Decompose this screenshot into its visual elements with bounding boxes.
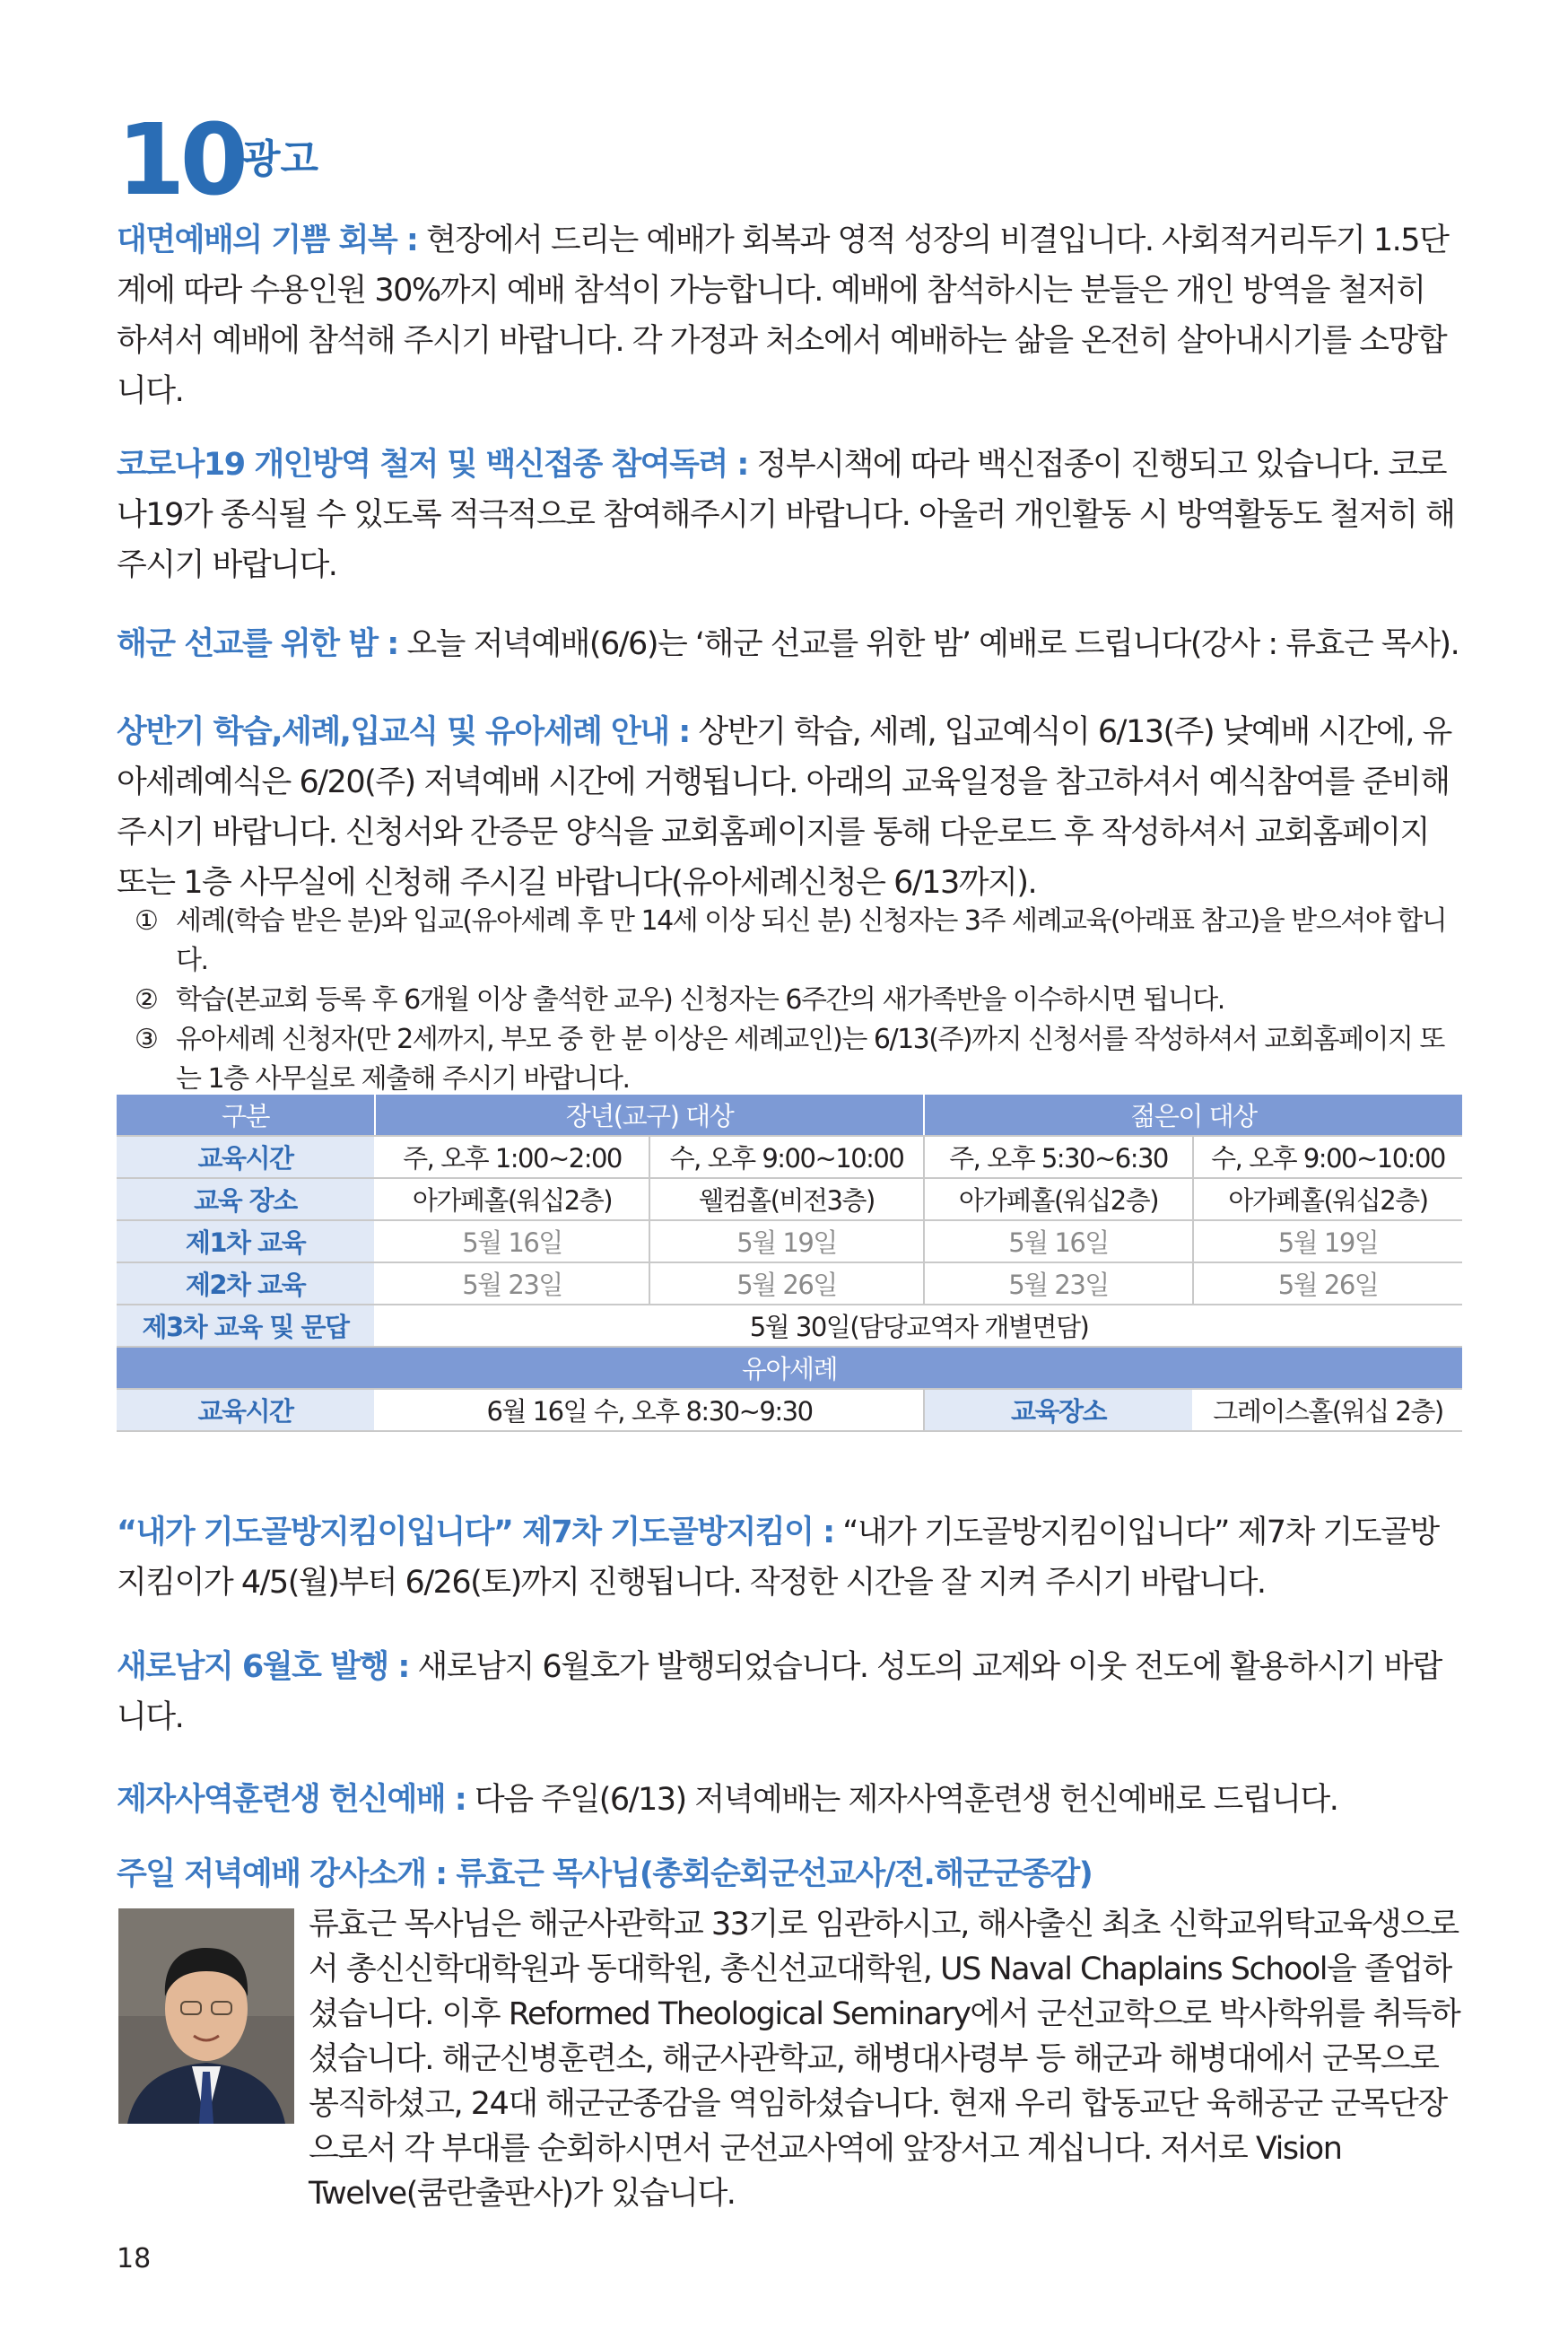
announcement-baptism-guide xyxy=(117,707,1462,908)
table-cell: 5월 16일 xyxy=(924,1220,1193,1262)
announcement-title: 상반기 학습,세례,입교식 및 유아세례 안내 : xyxy=(117,714,690,750)
row-label: 교육시간 xyxy=(117,1136,375,1178)
speaker-photo xyxy=(118,1908,294,2124)
table-cell: 수, 오후 9:00~10:00 xyxy=(649,1136,924,1178)
announcement-body: 다음 주일(6/13) 저녁예배는 제자사역훈련생 헌신예배로 드립니다. xyxy=(466,1782,1338,1818)
header-cell-adult: 장년(교구) 대상 xyxy=(375,1095,924,1136)
announcement-title: 코로나19 개인방역 철저 및 백신접종 참여독려 : xyxy=(117,447,748,483)
infant-baptism-section: 유아세례 xyxy=(117,1347,1462,1389)
announcement-disciple-worship xyxy=(117,1775,1462,1825)
table-row xyxy=(117,1220,1462,1262)
table-row xyxy=(117,1305,1462,1347)
table-row xyxy=(117,1389,1462,1431)
table-cell: 5월 26일 xyxy=(649,1262,924,1305)
row-label: 교육시간 xyxy=(117,1389,375,1431)
announcement-worship-recovery xyxy=(117,215,1462,416)
announcement-prayer-keeper xyxy=(117,1507,1462,1608)
table-section-row xyxy=(117,1347,1462,1389)
table-cell: 주, 오후 1:00~2:00 xyxy=(375,1136,649,1178)
table-cell: 아가페홀(워십2층) xyxy=(1193,1178,1462,1220)
announcement-title: 해군 선교를 위한 밤 : xyxy=(117,626,398,662)
note-item xyxy=(135,1020,1462,1099)
announcement-body: 오늘 저녁예배(6/6)는 ‘해군 선교를 위한 밤’ 예배로 드립니다(강사 : 류효근 목사). xyxy=(397,626,1459,662)
table-cell: 주, 오후 5:30~6:30 xyxy=(924,1136,1193,1178)
table-cell: 5월 23일 xyxy=(924,1262,1193,1305)
table-cell: 5월 30일(담당교역자 개별면담) xyxy=(375,1305,1462,1347)
note-text: 유아세례 신청자(만 2세까지, 부모 중 한 분 이상은 세례교인)는 6/13(주)까지 신청서를 작성하셔서 교회홈페이지 또는 1층 사무실로 제출해 주시기 바랍니다. xyxy=(176,1024,1444,1095)
table-header-row xyxy=(117,1095,1462,1136)
header-cell-category: 구분 xyxy=(117,1095,375,1136)
note-item xyxy=(135,981,1462,1020)
note-marker: ③ xyxy=(135,1024,158,1055)
note-item xyxy=(135,902,1462,981)
table-cell: 5월 19일 xyxy=(649,1220,924,1262)
note-marker: ② xyxy=(135,984,158,1016)
education-schedule-table xyxy=(117,1095,1462,1432)
row-label: 제1차 교육 xyxy=(117,1220,375,1262)
speaker-bio: 류효근 목사님은 해군사관학교 33기로 임관하시고, 해사출신 최초 신학교위탁교육생으로서 총신신학대학원과 동대학원, 총신선교대학원, US Naval Chaplains School을 졸업하셨습니다. 이후 Reformed Theological Seminary에서 군선교학으로 박사학위를 취득하셨습니다. 해군신병훈련소, 해군사관학교, 해병대사령부 등 해군과 해병대에서 군목으로 봉직하셨고, 24대 해군군종감을 역임하셨습니다. 현재 우리 합동교단 육해공군 군목단장으로서 각 부대를 순회하시면서 군선교사역에 앞장서고 계십니다. 저서로 Vision Twelve(쿰란출판사)가 있습니다. xyxy=(309,1907,1460,2212)
note-text: 학습(본교회 등록 후 6개월 이상 출석한 교우) 신청자는 6주간의 새가족반을 이수하시면 됩니다. xyxy=(176,984,1224,1016)
note-text: 세례(학습 받은 분)와 입교(유아세례 후 만 14세 이상 되신 분) 신청자는 3주 세례교육(아래표 참고)을 받으셔야 합니다. xyxy=(176,905,1447,976)
row-label: 교육장소 xyxy=(924,1389,1193,1431)
baptism-notes xyxy=(135,902,1462,1099)
announcement-body: 상반기 학습, 세례, 입교예식이 6/13(주) 낮예배 시간에, 유아세례예식은 6/20(주) 저녁예배 시간에 거행됩니다. 아래의 교육일정을 참고하셔서 예식참여를 준비해 주시기 바랍니다. 신청서와 간증문 양식을 교회홈페이지를 통해 다운로드 후 작성하셔서 교회홈페이지 또는 1층 사무실에 신청해 주시길 바랍니다(유아세례신청은 6/13까지). xyxy=(117,714,1451,901)
portrait-image xyxy=(118,1908,294,2124)
announcement-body: 새로남지 6월호가 발행되었습니다. 성도의 교제와 이웃 전도에 활용하시기 바랍니다. xyxy=(117,1649,1442,1735)
speaker-title: 주일 저녁예배 강사소개 : 류효근 목사님(총회순회군선교사/전.해군군종감) xyxy=(117,1856,1093,1892)
table-row xyxy=(117,1178,1462,1220)
announcement-body: 정부시책에 따라 백신접종이 진행되고 있습니다. 코로나19가 종식될 수 있도록 적극적으로 참여해주시기 바랍니다. 아울러 개인활동 시 방역활동도 철저히 해주시기 바랍니다. xyxy=(117,447,1455,583)
announcement-magazine xyxy=(117,1642,1462,1742)
table-cell: 수, 오후 9:00~10:00 xyxy=(1193,1136,1462,1178)
announcement-title: 대면예배의 기쁨 회복 : xyxy=(117,223,418,258)
table-cell: 5월 16일 xyxy=(375,1220,649,1262)
table-cell: 그레이스홀(워십 2층) xyxy=(1193,1389,1462,1431)
table-cell: 5월 19일 xyxy=(1193,1220,1462,1262)
announcement-title: 새로남지 6월호 발행 : xyxy=(117,1649,409,1685)
table-cell: 아가페홀(워십2층) xyxy=(924,1178,1193,1220)
announcement-title: 제자사역훈련생 헌신예배 : xyxy=(117,1782,466,1818)
table-cell: 6월 16일 수, 오후 8:30~9:30 xyxy=(375,1389,924,1431)
announcement-title: “내가 기도골방지킴이입니다” 제7차 기도골방지킴이 : xyxy=(117,1515,834,1550)
table-row xyxy=(117,1262,1462,1305)
section-title: 광고 xyxy=(242,136,319,182)
header-cell-youth: 젊은이 대상 xyxy=(924,1095,1462,1136)
row-label: 제2차 교육 xyxy=(117,1262,375,1305)
table-row xyxy=(117,1136,1462,1178)
section-number: 10 xyxy=(117,102,244,217)
announcement-navy-mission-night xyxy=(117,619,1462,669)
announcement-body: 현장에서 드리는 예배가 회복과 영적 성장의 비결입니다. 사회적거리두기 1.5단계에 따라 수용인원 30%까지 예배 참석이 가능합니다. 예배에 참석하시는 분들은 개인 방역을 철저히 하셔서 예배에 참석해 주시기 바랍니다. 각 가정과 처소에서 예배하는 삶을 온전히 살아내시기를 소망합니다. xyxy=(117,223,1449,409)
row-label: 교육 장소 xyxy=(117,1178,375,1220)
table-cell: 웰컴홀(비전3층) xyxy=(649,1178,924,1220)
row-label: 제3차 교육 및 문답 xyxy=(117,1305,375,1347)
announcement-covid-vaccine xyxy=(117,440,1462,590)
announcement-body: “내가 기도골방지킴이입니다” 제7차 기도골방지킴이가 4/5(월)부터 6/26(토)까지 진행됩니다. 작정한 시간을 잘 지켜 주시기 바랍니다. xyxy=(117,1515,1439,1601)
table-cell: 5월 26일 xyxy=(1193,1262,1462,1305)
page-number: 18 xyxy=(117,2243,152,2274)
note-marker: ① xyxy=(135,905,158,937)
table-cell: 5월 23일 xyxy=(375,1262,649,1305)
table-cell: 아가페홀(워십2층) xyxy=(375,1178,649,1220)
